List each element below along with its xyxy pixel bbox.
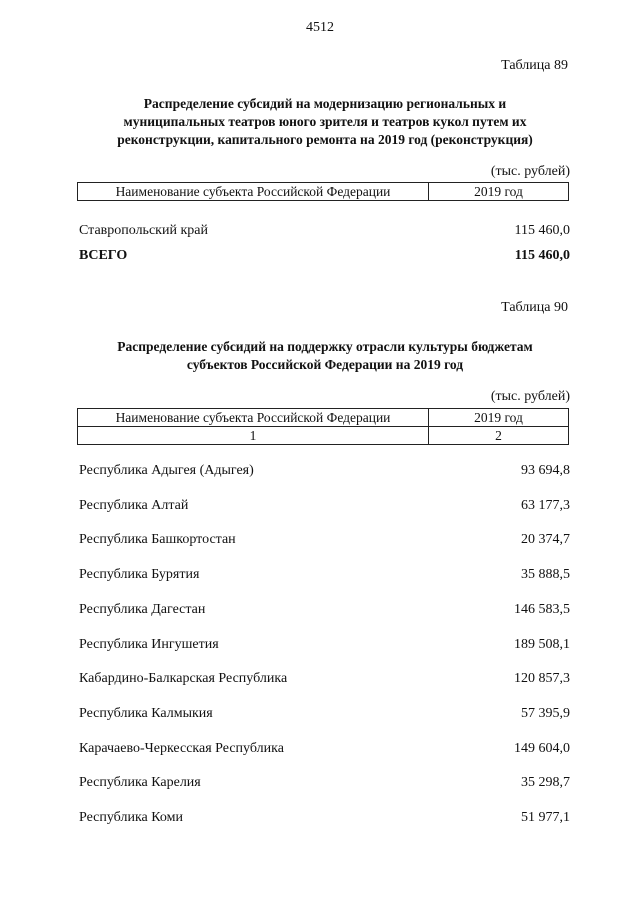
total-label: ВСЕГО bbox=[79, 248, 128, 263]
region-name: Республика Калмыкия bbox=[79, 705, 213, 721]
page-number: 4512 bbox=[306, 20, 334, 35]
table-row bbox=[77, 531, 570, 549]
table-row bbox=[77, 462, 570, 480]
column-number-2: 2 bbox=[429, 427, 569, 445]
table-row bbox=[77, 774, 570, 792]
region-name: Кабардино-Балкарская Республика bbox=[79, 671, 288, 687]
region-name: Республика Дагестан bbox=[79, 601, 206, 617]
column-number-1: 1 bbox=[78, 427, 429, 445]
region-name: Республика Карелия bbox=[79, 775, 201, 791]
region-value: 120 857,3 bbox=[514, 671, 570, 687]
table-89-title bbox=[80, 95, 570, 149]
region-value: 115 460,0 bbox=[514, 223, 570, 238]
table-row bbox=[77, 705, 570, 723]
column-header-year: 2019 год bbox=[429, 409, 569, 427]
table-row bbox=[77, 222, 570, 240]
table-89-unit: (тыс. рублей) bbox=[490, 164, 570, 179]
table-row bbox=[77, 740, 570, 758]
region-value: 146 583,5 bbox=[514, 601, 570, 617]
region-name: Республика Адыгея (Адыгея) bbox=[79, 463, 254, 478]
column-header-year: 2019 год bbox=[429, 183, 569, 201]
column-header-name: Наименование субъекта Российской Федерации bbox=[78, 409, 429, 427]
table-89-title-line: Распределение субсидий на модернизацию региональных и bbox=[143, 96, 507, 111]
region-value: 149 604,0 bbox=[514, 740, 570, 756]
table-90-title-line: Распределение субсидий на поддержку отрасли культуры бюджетам bbox=[117, 339, 533, 354]
table-89-header bbox=[77, 182, 569, 201]
column-header-name: Наименование субъекта Российской Федерации bbox=[78, 183, 429, 201]
table-row bbox=[77, 601, 570, 619]
table-90-label: Таблица 90 bbox=[501, 300, 568, 315]
table-89-total-row bbox=[77, 247, 570, 265]
region-value: 57 395,9 bbox=[521, 705, 570, 721]
region-value: 189 508,1 bbox=[514, 636, 570, 652]
table-row bbox=[77, 670, 570, 688]
table-89-label: Таблица 89 bbox=[501, 58, 568, 73]
region-name: Республика Коми bbox=[79, 810, 183, 825]
region-value: 20 374,7 bbox=[521, 532, 570, 548]
table-90-title bbox=[80, 338, 570, 374]
region-value: 63 177,3 bbox=[521, 497, 570, 513]
table-89-title-line: реконструкции, капитального ремонта на 2019 год (реконструкция) bbox=[117, 132, 533, 147]
table-89-title-line: муниципальных театров юного зрителя и театров кукол путем их bbox=[123, 114, 527, 129]
region-name: Республика Башкортостан bbox=[79, 532, 236, 548]
region-value: 93 694,8 bbox=[521, 463, 570, 478]
table-row bbox=[77, 566, 570, 584]
table-row bbox=[77, 809, 570, 827]
region-name: Республика Бурятия bbox=[79, 567, 200, 583]
region-name: Республика Алтай bbox=[79, 497, 189, 513]
table-90-header bbox=[77, 408, 569, 445]
region-value: 35 888,5 bbox=[521, 567, 570, 583]
region-name: Республика Ингушетия bbox=[79, 636, 219, 652]
total-value: 115 460,0 bbox=[514, 248, 570, 263]
region-name: Ставропольский край bbox=[79, 223, 208, 238]
region-name: Карачаево-Черкесская Республика bbox=[79, 740, 284, 756]
table-row bbox=[77, 497, 570, 515]
table-90-unit: (тыс. рублей) bbox=[490, 389, 570, 404]
region-value: 51 977,1 bbox=[521, 810, 570, 825]
table-row bbox=[77, 636, 570, 654]
region-value: 35 298,7 bbox=[521, 775, 570, 791]
table-90-title-line: субъектов Российской Федерации на 2019 год bbox=[186, 357, 464, 372]
